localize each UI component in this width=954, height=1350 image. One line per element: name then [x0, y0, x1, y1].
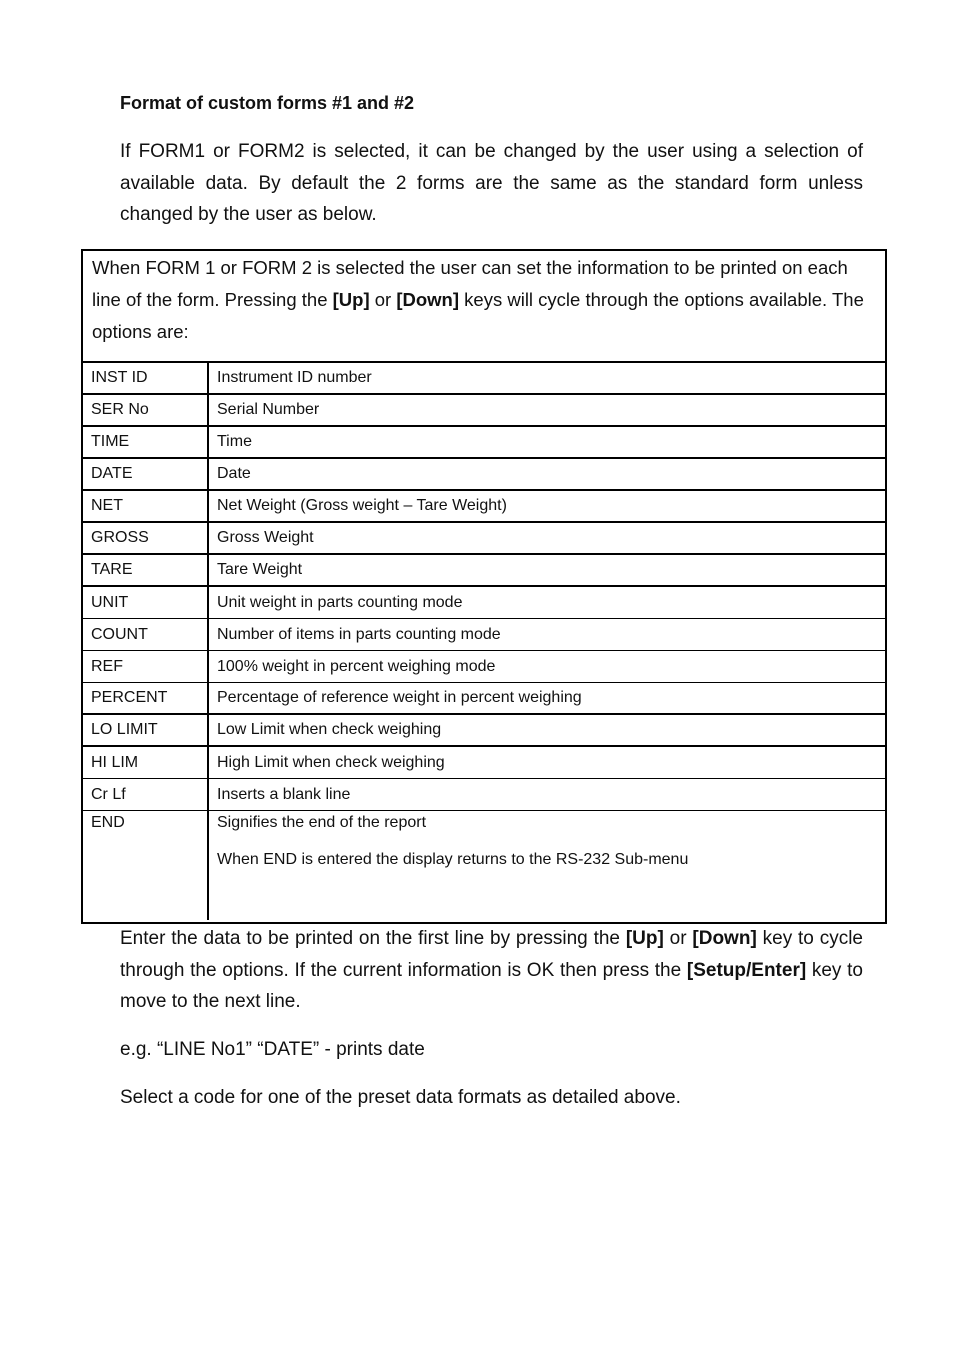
table-row — [83, 426, 885, 458]
example-line: e.g. “LINE No1” “DATE” - prints date — [120, 1039, 425, 1060]
table-row — [83, 811, 885, 921]
box-text-b: keys will cycle through the options available. The options are: — [92, 289, 864, 342]
option-description: Net Weight (Gross weight – Tare Weight) — [208, 490, 885, 522]
option-description: 100% weight in percent weighing mode — [208, 651, 885, 683]
box-text-a: When FORM 1 or FORM 2 is selected the user can set the information to be printed on each line of the form. Pressing the — [92, 257, 848, 310]
select-instruction: Select a code for one of the preset data formats as detailed above. — [120, 1087, 681, 1108]
up-key-label: [Up] — [625, 928, 664, 949]
enter-text-b: key to cycle through the options. If the current information is OK then press the — [120, 928, 864, 981]
options-box — [81, 249, 887, 924]
option-code: GROSS — [83, 522, 208, 554]
option-description: Gross Weight — [208, 522, 885, 554]
enter-text-a: Enter the data to be printed on the first line by pressing the — [120, 928, 626, 949]
table-row — [83, 490, 885, 522]
option-description: High Limit when check weighing — [208, 746, 885, 779]
option-description: Percentage of reference weight in percent weighing — [208, 683, 885, 715]
option-code: HI LIM — [83, 746, 208, 779]
option-code: INST ID — [83, 363, 208, 394]
table-row — [83, 363, 885, 394]
option-description: Tare Weight — [208, 554, 885, 586]
option-code: Cr Lf — [83, 779, 208, 811]
option-code: COUNT — [83, 619, 208, 651]
option-description: Signifies the end of the report — [217, 814, 427, 831]
enter-text-c: key to move to the next line. — [120, 959, 863, 1012]
down-key-label: [Down] — [692, 928, 757, 949]
section-heading: Format of custom forms #1 and #2 — [120, 93, 415, 113]
option-code: DATE — [83, 458, 208, 490]
table-row — [83, 554, 885, 586]
option-code: SER No — [83, 394, 208, 426]
setup-enter-key-label: [Setup/Enter] — [686, 959, 807, 981]
options-box-description — [83, 251, 885, 363]
enter-instructions — [120, 923, 863, 1018]
option-code: NET — [83, 490, 208, 522]
option-description: Inserts a blank line — [208, 779, 885, 811]
intro-paragraph: If FORM1 or FORM2 is selected, it can be changed by the user using a selection of available data. By default the 2 forms are the same as the standard form unless changed by the user as below. — [120, 141, 863, 225]
table-row — [83, 394, 885, 426]
option-code: END — [83, 811, 208, 921]
option-code: UNIT — [83, 586, 208, 619]
option-description: Number of items in parts counting mode — [208, 619, 885, 651]
option-description: Instrument ID number — [208, 363, 885, 394]
option-code: LO LIMIT — [83, 714, 208, 746]
box-or: or — [369, 289, 397, 310]
table-row — [83, 683, 885, 715]
table-row — [83, 651, 885, 683]
option-description: Time — [208, 426, 885, 458]
table-row — [83, 779, 885, 811]
table-row — [83, 714, 885, 746]
option-code: TIME — [83, 426, 208, 458]
option-description: Unit weight in parts counting mode — [208, 586, 885, 619]
table-row — [83, 746, 885, 779]
table-row — [83, 458, 885, 490]
option-description: Date — [208, 458, 885, 490]
option-code: PERCENT — [83, 683, 208, 715]
down-key-label: [Down] — [396, 289, 460, 310]
table-row — [83, 522, 885, 554]
option-description: Low Limit when check weighing — [208, 714, 885, 746]
end-note: When END is entered the display returns to the RS-232 Sub-menu — [217, 851, 689, 868]
options-table — [83, 363, 885, 920]
option-code: REF — [83, 651, 208, 683]
up-key-label: [Up] — [332, 289, 370, 310]
option-code: TARE — [83, 554, 208, 586]
option-description: Serial Number — [208, 394, 885, 426]
enter-or: or — [663, 928, 693, 949]
option-description-end — [208, 811, 885, 921]
table-row — [83, 619, 885, 651]
table-row — [83, 586, 885, 619]
